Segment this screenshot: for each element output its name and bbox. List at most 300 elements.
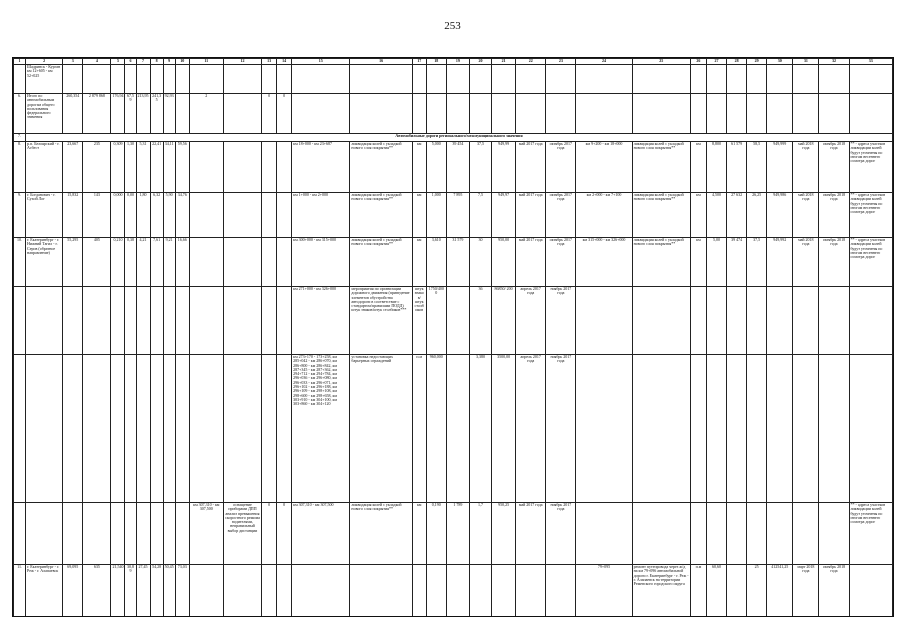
- report-table-sheet: [12, 57, 894, 617]
- table-cell: 949,992: [767, 238, 793, 287]
- col-number: 29: [747, 59, 767, 65]
- table-cell: [469, 94, 491, 134]
- table-cell: [632, 287, 690, 355]
- col-number: 26: [690, 59, 706, 65]
- table-cell: [63, 503, 83, 565]
- table-cell: 0,309: [111, 142, 125, 193]
- table-cell: [849, 565, 892, 618]
- table-cell: км 1+000 - км 2+000: [292, 193, 350, 238]
- table-cell: [819, 287, 849, 355]
- table-cell: Шадринск - Курган км 12+605 - км 52+025: [26, 65, 63, 94]
- page-number: 253: [444, 20, 461, 32]
- table-cell: [516, 65, 546, 94]
- col-number: 5: [111, 59, 125, 65]
- table-cell: 54,28: [150, 565, 163, 618]
- table-cell: км 273+170 - 173+258, км 285+042 - км 286+070, км 286+800 - км 286+842, км 287+345 - км 287+362, км 294+712 - км 294+784, км 296+036 - км 296+080, км 296+033 - км 296+071, км 296+102 - км 296+188, км 296+109 - км 298+108, км 298+600 - км 298+658, км 303+910 - км 304+100, км 303+860 - км 304+120: [292, 355, 350, 503]
- table-cell: [292, 65, 350, 94]
- table-cell: [727, 503, 747, 565]
- table-cell: 1,000: [426, 193, 446, 238]
- table-cell: 26,25: [747, 193, 767, 238]
- table-cell: 27,45: [136, 565, 150, 618]
- table-cell: 37,5: [747, 238, 767, 287]
- table-row: [14, 193, 893, 238]
- table-cell: [849, 94, 892, 134]
- table-cell: ** - адреса участков ликвидации колей будут уточнены по итогам весеннего осмотра дорог: [849, 238, 892, 287]
- col-number: 14: [277, 59, 292, 65]
- table-cell: [747, 287, 767, 355]
- table-cell: г. Богданович - г. Сухой Лог: [26, 193, 63, 238]
- table-cell: [14, 65, 26, 94]
- table-cell: [14, 287, 26, 355]
- table-cell: [412, 565, 426, 618]
- table-row: [14, 65, 893, 94]
- table-cell: [277, 287, 292, 355]
- col-number: 31: [793, 59, 819, 65]
- table-cell: ликвидация колей с укладкой нового слоя покрытия**: [632, 193, 690, 238]
- table-cell: [277, 238, 292, 287]
- table-cell: 6.: [14, 94, 26, 134]
- table-cell: 949,97: [492, 193, 516, 238]
- table-cell: [690, 355, 706, 503]
- table-cell: 213,95: [136, 94, 150, 134]
- table-cell: [277, 565, 292, 618]
- table-cell: [412, 94, 426, 134]
- table-cell: ремонт путепровода через ж/д на км 79+096 автомобильной дороги г. Екатеринбург - г. Реж - г. Алапаевск на территории Режевского городского округа: [632, 565, 690, 618]
- table-cell: км: [412, 193, 426, 238]
- table-cell: 15,832: [63, 193, 83, 238]
- table-cell: [576, 355, 632, 503]
- table-cell: [125, 503, 136, 565]
- table-cell: [690, 503, 706, 565]
- table-cell: [262, 65, 277, 94]
- table-cell: май 2018 года: [793, 193, 819, 238]
- col-number: 27: [706, 59, 726, 65]
- table-cell: [83, 503, 111, 565]
- table-cell: [14, 503, 26, 565]
- table-cell: май 2017 года: [516, 503, 546, 565]
- table-cell: [277, 65, 292, 94]
- table-cell: км 307,310 - км 307,500: [292, 503, 350, 565]
- table-cell: [111, 503, 125, 565]
- table-cell: 3500,00: [492, 355, 516, 503]
- table-cell: 235: [83, 142, 111, 193]
- col-number: 23: [546, 59, 576, 65]
- table-cell: [189, 65, 223, 94]
- table-cell: 9.: [14, 193, 26, 238]
- table-cell: [223, 193, 261, 238]
- table-cell: [350, 565, 412, 618]
- table-cell: 30,89: [125, 565, 136, 618]
- table-cell: 86850/ 200: [492, 287, 516, 355]
- table-cell: мероприятия по организации дорожного движения (приведение элементов обустройства автодороги в соответствие с стандартом/правилами ПОДД) штук знаков/штук столбиков***: [350, 287, 412, 355]
- table-cell: 4,21: [136, 238, 150, 287]
- col-number: 22: [516, 59, 546, 65]
- table-cell: [546, 94, 576, 134]
- table-cell: 9,21: [163, 238, 175, 287]
- col-number: 20: [469, 59, 491, 65]
- table-cell: 8,800: [706, 142, 726, 193]
- table-cell: 1,30: [125, 142, 136, 193]
- table-cell: [175, 94, 189, 134]
- table-cell: [189, 238, 223, 287]
- table-cell: 1 789: [446, 503, 469, 565]
- table-cell: 1750/4000: [426, 287, 446, 355]
- table-cell: [150, 503, 163, 565]
- table-row: [14, 94, 893, 134]
- table-cell: км: [690, 238, 706, 287]
- table-cell: 950,00: [492, 238, 516, 287]
- col-number: 32: [819, 59, 849, 65]
- table-cell: [223, 142, 261, 193]
- table-cell: [632, 94, 690, 134]
- table-cell: 0,00: [125, 193, 136, 238]
- table-cell: [111, 287, 125, 355]
- table-cell: 5,00: [706, 238, 726, 287]
- table-cell: [111, 355, 125, 503]
- table-cell: [516, 94, 546, 134]
- table-cell: 39 474: [727, 238, 747, 287]
- table-cell: 8.: [14, 142, 26, 193]
- table-cell: п.м: [412, 355, 426, 503]
- table-cell: 405: [83, 238, 111, 287]
- col-number: 6: [125, 59, 136, 65]
- table-cell: 0,000: [111, 193, 125, 238]
- table-cell: [189, 565, 223, 618]
- table-cell: [262, 142, 277, 193]
- table-cell: км 300+000 - км 315+000: [292, 238, 350, 287]
- table-cell: [175, 503, 189, 565]
- table-row: [14, 287, 893, 355]
- table-cell: [727, 287, 747, 355]
- table-cell: ноябрь 2017 года: [546, 287, 576, 355]
- table-cell: [576, 94, 632, 134]
- table-cell: [767, 355, 793, 503]
- table-cell: 1,7: [469, 503, 491, 565]
- table-cell: [767, 503, 793, 565]
- table-cell: апрель 2017 года: [516, 355, 546, 503]
- table-cell: [175, 287, 189, 355]
- table-cell: 241,35: [150, 94, 163, 134]
- table-cell: км: [412, 142, 426, 193]
- table-cell: [83, 287, 111, 355]
- table-cell: Итого по автомобильным дорогам общего пользования федерального значения: [26, 94, 63, 134]
- table-cell: 34,76: [175, 193, 189, 238]
- table-cell: км: [690, 193, 706, 238]
- table-cell: ** - адреса участков ликвидации колей будут уточнены по итогам весеннего осмотра дорог: [849, 193, 892, 238]
- table-cell: км: [412, 238, 426, 287]
- table-cell: 79+095: [576, 565, 632, 618]
- table-cell: [223, 238, 261, 287]
- col-number: 13: [262, 59, 277, 65]
- table-cell: 0: [277, 94, 292, 134]
- table-cell: [223, 94, 261, 134]
- table-cell: [747, 355, 767, 503]
- table-cell: [83, 65, 111, 94]
- table-cell: октябрь 2018 года: [819, 142, 849, 193]
- col-number: 4: [83, 59, 111, 65]
- table-cell: [576, 287, 632, 355]
- table-cell: [632, 503, 690, 565]
- table-cell: [426, 94, 446, 134]
- col-number: 3: [63, 59, 83, 65]
- table-cell: 0,190: [426, 503, 446, 565]
- table-cell: 36: [469, 287, 491, 355]
- table-cell: ликвидация колей с укладкой нового слоя покрытия**: [350, 238, 412, 287]
- table-cell: [189, 355, 223, 503]
- table-cell: [125, 355, 136, 503]
- table-cell: [163, 287, 175, 355]
- table-cell: км 315+000 - км 326+000: [576, 238, 632, 287]
- table-cell: [446, 94, 469, 134]
- table-cell: [189, 287, 223, 355]
- table-cell: май 2017 года: [516, 142, 546, 193]
- table-cell: [163, 355, 175, 503]
- table-cell: март 2018 года: [793, 565, 819, 618]
- table-cell: ноябрь 2017 года: [546, 503, 576, 565]
- table-cell: [83, 355, 111, 503]
- table-cell: 16,66: [175, 238, 189, 287]
- table-cell: [492, 565, 516, 618]
- col-number: 28: [727, 59, 747, 65]
- table-cell: 22,41: [150, 142, 163, 193]
- table-cell: [793, 65, 819, 94]
- table-cell: [136, 65, 150, 94]
- table-cell: октябрь 2018 года: [819, 565, 849, 618]
- table-cell: 5,90: [163, 193, 175, 238]
- table-cell: [793, 503, 819, 565]
- table-cell: 960,000: [426, 355, 446, 503]
- table-cell: [63, 287, 83, 355]
- table-cell: км 307,310 - км 307,500: [189, 503, 223, 565]
- table-cell: 2: [189, 94, 223, 134]
- table-cell: [576, 65, 632, 94]
- table-cell: [446, 65, 469, 94]
- table-cell: 55,295: [63, 238, 83, 287]
- table-cell: [632, 65, 690, 94]
- table-cell: [262, 355, 277, 503]
- table-cell: 1,80: [136, 193, 150, 238]
- table-cell: [262, 287, 277, 355]
- table-cell: [706, 355, 726, 503]
- table-cell: [793, 287, 819, 355]
- table-cell: [150, 287, 163, 355]
- table-cell: 0: [277, 503, 292, 565]
- table-cell: г. Екатеринбург - г. Реж - г. Алапаевск: [26, 565, 63, 618]
- table-cell: [223, 565, 261, 618]
- col-number: 18: [426, 59, 446, 65]
- table-cell: [14, 355, 26, 503]
- table-cell: [426, 565, 446, 618]
- table-cell: [767, 94, 793, 134]
- table-cell: [706, 503, 726, 565]
- table-cell: [793, 355, 819, 503]
- table-cell: [150, 65, 163, 94]
- table-cell: 61 579: [727, 142, 747, 193]
- table-cell: [26, 287, 63, 355]
- table-cell: 949,986: [767, 193, 793, 238]
- table-cell: ноябрь 2017 года: [546, 355, 576, 503]
- table-cell: [277, 193, 292, 238]
- table-cell: 412541,25: [767, 565, 793, 618]
- table-cell: [350, 94, 412, 134]
- col-number: 12: [223, 59, 261, 65]
- table-cell: км 9+200 - км 18+000: [576, 142, 632, 193]
- table-cell: [747, 503, 767, 565]
- table-row: [14, 142, 893, 193]
- table-cell: 58,5: [747, 142, 767, 193]
- table-cell: 6,32: [150, 193, 163, 238]
- table-cell: [849, 65, 892, 94]
- table-cell: ** - адреса участков ликвидации колей будут уточнены по итогам весеннего осмотра дорог: [849, 142, 892, 193]
- table-cell: [727, 355, 747, 503]
- table-cell: [163, 65, 175, 94]
- table-cell: 3,380: [469, 355, 491, 503]
- table-cell: 949,99: [492, 142, 516, 193]
- table-row: [14, 134, 893, 142]
- table-cell: [819, 503, 849, 565]
- col-number: 1: [14, 59, 26, 65]
- table-cell: [492, 94, 516, 134]
- table-cell: [819, 65, 849, 94]
- table-cell: [223, 287, 261, 355]
- table-cell: 0: [262, 94, 277, 134]
- table-cell: 0: [262, 503, 277, 565]
- table-cell: [747, 94, 767, 134]
- road-works-table: [13, 58, 893, 617]
- table-cell: 2 879 868: [83, 94, 111, 134]
- table-cell: 0,38: [125, 238, 136, 287]
- table-cell: [175, 355, 189, 503]
- table-cell: установка недостающих барьерных ограждений: [350, 355, 412, 503]
- section-heading: Автомобильные дороги регионального/межмуниципального значения: [26, 134, 893, 142]
- table-cell: октябрь 2017 года: [546, 238, 576, 287]
- table-cell: [706, 287, 726, 355]
- table-cell: ликвидация колей с укладкой нового слоя покрытия**: [632, 238, 690, 287]
- table-cell: р.п. Белоярский - г. Асбест: [26, 142, 63, 193]
- table-cell: 73,03: [175, 565, 189, 618]
- table-cell: [136, 287, 150, 355]
- table-cell: апрель 2017 года: [516, 287, 546, 355]
- table-cell: 69,095: [63, 565, 83, 618]
- table-cell: 30: [469, 238, 491, 287]
- col-number: 21: [492, 59, 516, 65]
- row-number-cell: 7.: [14, 134, 26, 142]
- table-cell: май 2017 года: [516, 238, 546, 287]
- col-number: 19: [446, 59, 469, 65]
- table-cell: [767, 65, 793, 94]
- table-cell: 950,25: [492, 503, 516, 565]
- table-cell: [277, 355, 292, 503]
- table-cell: 39 454: [446, 142, 469, 193]
- table-cell: [632, 355, 690, 503]
- table-cell: [223, 65, 261, 94]
- table-cell: май 2018 года: [793, 142, 819, 193]
- table-cell: [189, 193, 223, 238]
- table-cell: км: [412, 503, 426, 565]
- col-number: 25: [632, 59, 690, 65]
- col-number: 9: [163, 59, 175, 65]
- table-cell: 31 579: [446, 238, 469, 287]
- table-cell: ликвидация колей с укладкой нового слоя покрытия**: [632, 142, 690, 193]
- table-cell: 50,45: [163, 565, 175, 618]
- table-row: [14, 503, 893, 565]
- table-cell: 7 895: [446, 193, 469, 238]
- table-cell: [26, 503, 63, 565]
- col-number: 10: [175, 59, 189, 65]
- table-cell: [63, 355, 83, 503]
- col-number: 15: [292, 59, 350, 65]
- table-cell: [412, 65, 426, 94]
- table-cell: [849, 355, 892, 503]
- col-number: 30: [767, 59, 793, 65]
- table-cell: октябрь 2017 года: [546, 193, 576, 238]
- table-cell: [546, 65, 576, 94]
- table-cell: 37,5: [469, 142, 491, 193]
- table-cell: 4,500: [706, 193, 726, 238]
- table-cell: [446, 565, 469, 618]
- table-cell: 949,999: [767, 142, 793, 193]
- table-cell: [277, 142, 292, 193]
- table-cell: [516, 565, 546, 618]
- col-number: 7: [136, 59, 150, 65]
- col-number: 33: [849, 59, 892, 65]
- table-cell: 27 632: [727, 193, 747, 238]
- table-cell: [350, 65, 412, 94]
- table-cell: [767, 287, 793, 355]
- table-cell: км 18+000 - км 23+687: [292, 142, 350, 193]
- table-cell: км: [690, 142, 706, 193]
- table-cell: [262, 238, 277, 287]
- table-cell: [446, 287, 469, 355]
- table-cell: [125, 65, 136, 94]
- table-cell: [706, 65, 726, 94]
- table-row: [14, 238, 893, 287]
- col-number: 17: [412, 59, 426, 65]
- table-cell: км 2+000 - км 7+100: [576, 193, 632, 238]
- table-cell: [690, 287, 706, 355]
- table-cell: [150, 355, 163, 503]
- table-cell: октябрь 2018 года: [819, 238, 849, 287]
- table-cell: 34,11: [163, 142, 175, 193]
- table-cell: 5,31: [136, 142, 150, 193]
- table-cell: [163, 503, 175, 565]
- table-cell: 3,610: [426, 238, 446, 287]
- table-cell: 92,93: [163, 94, 175, 134]
- table-cell: [125, 287, 136, 355]
- col-number: 11: [189, 59, 223, 65]
- table-cell: 635: [83, 565, 111, 618]
- table-cell: [492, 65, 516, 94]
- table-cell: 5,000: [426, 142, 446, 193]
- table-cell: [63, 65, 83, 94]
- table-cell: 11.: [14, 565, 26, 618]
- table-cell: [262, 565, 277, 618]
- col-number: 2: [26, 59, 63, 65]
- table-cell: [446, 355, 469, 503]
- table-cell: [136, 503, 150, 565]
- table-cell: г. Екатеринбург - г. Нижний Тагил - г. Серов (обратное направление): [26, 238, 63, 287]
- table-cell: [793, 94, 819, 134]
- table-row: [14, 355, 893, 503]
- table-cell: май 2018 года: [793, 238, 819, 287]
- table-cell: 143: [83, 193, 111, 238]
- table-cell: [819, 355, 849, 503]
- table-cell: [136, 355, 150, 503]
- table-cell: 176,94: [111, 94, 125, 134]
- table-cell: 10.: [14, 238, 26, 287]
- table-cell: ликвидация колей с укладкой нового слоя покрытия**: [350, 193, 412, 238]
- table-cell: ликвидация колей с укладкой нового слоя покрытия**: [350, 142, 412, 193]
